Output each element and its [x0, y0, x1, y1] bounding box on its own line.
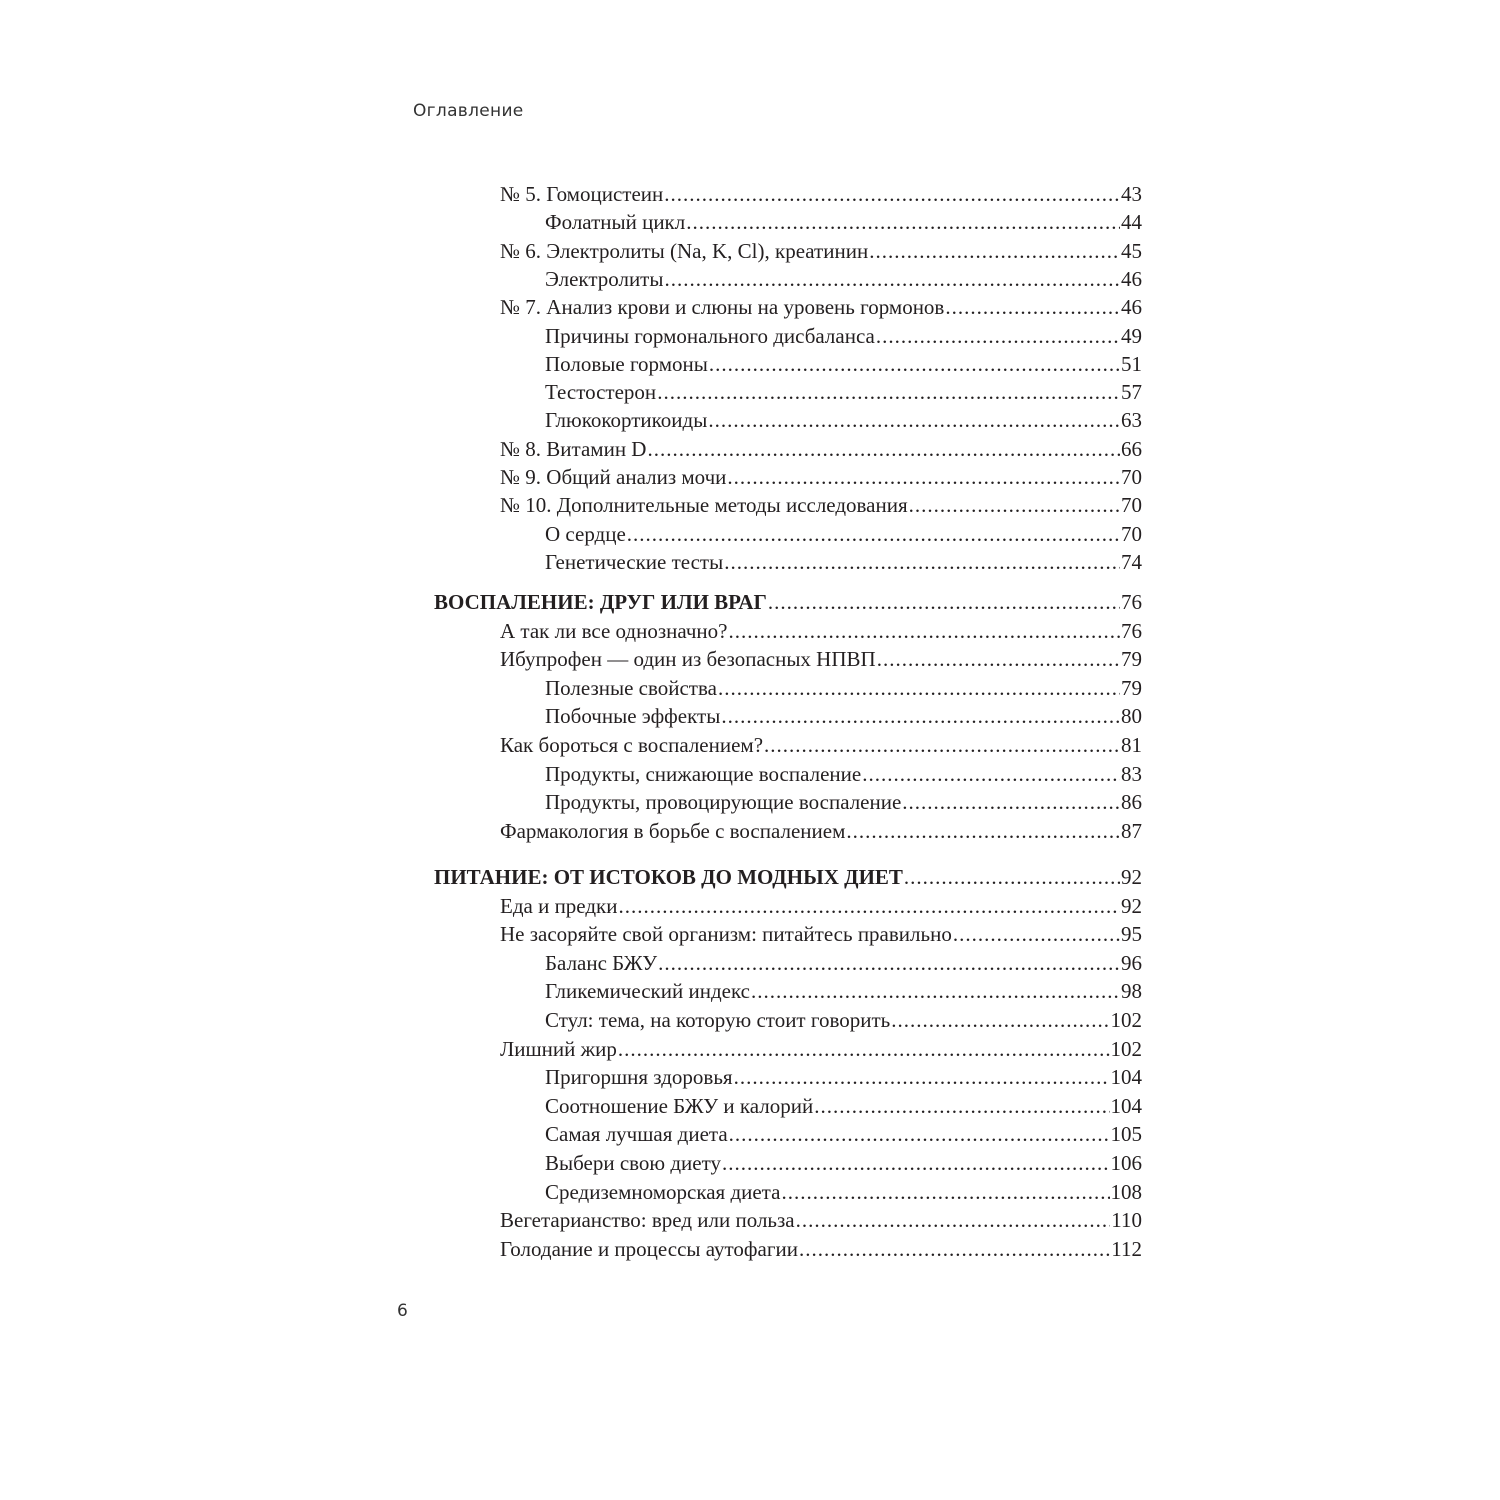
- page-number: 6: [397, 1301, 408, 1321]
- toc-entry-title: Побочные эффекты: [545, 704, 721, 729]
- toc-entry-page: 79: [1121, 647, 1142, 672]
- toc-dot-leader: [627, 520, 1120, 548]
- toc-entry-page: 43: [1121, 182, 1142, 206]
- toc-entry-page: 110: [1111, 1208, 1142, 1233]
- toc-entry-title: Глюкокортикоиды: [545, 408, 708, 433]
- toc-entry: [545, 378, 1142, 406]
- toc-entry-title: Гликемический индекс: [545, 979, 750, 1004]
- toc-entry-page: 70: [1121, 465, 1142, 489]
- toc-dot-leader: [658, 949, 1120, 977]
- toc-dot-leader: [686, 208, 1120, 236]
- toc-dot-leader: [722, 1149, 1109, 1177]
- toc-entry-page: 95: [1121, 922, 1142, 947]
- toc-entry-page: 45: [1121, 238, 1142, 263]
- toc-entry: [500, 293, 1142, 321]
- toc-entry: [500, 617, 1142, 645]
- toc-chapter-entry: [434, 588, 1142, 616]
- toc-entry-title: Тестостерон: [545, 380, 657, 405]
- toc-entry-title: № 9. Общий анализ мочи: [500, 465, 727, 489]
- toc-entry-page: 104: [1110, 1093, 1142, 1118]
- toc-dot-leader: [657, 378, 1120, 406]
- toc-entry: [545, 350, 1142, 378]
- toc-entry-title: № 7. Анализ крови и слюны на уровень гормонов: [500, 295, 945, 320]
- toc-entry: [545, 1006, 1142, 1034]
- toc-entry: [545, 322, 1142, 350]
- toc-entry-title: Средиземноморская диета: [545, 1179, 781, 1204]
- toc-dot-leader: [904, 863, 1120, 891]
- toc-entry-title: Выбери свою диету: [545, 1151, 722, 1175]
- toc-dot-leader: [902, 788, 1120, 816]
- toc-entry: [500, 920, 1142, 948]
- toc-dot-leader: [724, 548, 1120, 576]
- toc-entry-title: Продукты, провоцирующие воспаление: [545, 790, 902, 815]
- toc-dot-leader: [909, 491, 1120, 519]
- toc-entry: [545, 977, 1142, 1005]
- toc-entry-title: ВОСПАЛЕНИЕ: ДРУГ ИЛИ ВРАГ: [434, 590, 767, 614]
- toc-entry-page: 57: [1121, 380, 1142, 405]
- toc-entry-page: 92: [1121, 865, 1142, 889]
- toc-entry-title: Полезные свойства: [545, 675, 717, 700]
- toc-dot-leader: [734, 1063, 1110, 1091]
- toc-dot-leader: [869, 237, 1120, 265]
- toc-entry-title: Баланс БЖУ: [545, 950, 658, 975]
- toc-dot-leader: [718, 674, 1120, 702]
- toc-entry: [500, 1235, 1142, 1263]
- toc-entry: [500, 237, 1142, 265]
- toc-entry: [545, 1120, 1142, 1148]
- toc-entry-title: Пригоршня здоровья: [545, 1065, 733, 1090]
- toc-entry-page: 44: [1121, 210, 1142, 235]
- toc-entry-title: Еда и предки: [500, 893, 618, 918]
- toc-dot-leader: [877, 645, 1120, 673]
- toc-entry-page: 51: [1121, 351, 1142, 376]
- toc-dot-leader: [768, 588, 1120, 616]
- toc-entry: [545, 702, 1142, 730]
- toc-dot-leader: [729, 1120, 1110, 1148]
- toc-entry-title: Не засоряйте свой организм: питайтесь правильно: [500, 922, 952, 947]
- toc-entry: [500, 463, 1142, 491]
- toc-dot-leader: [764, 731, 1120, 759]
- toc-entry-page: 105: [1110, 1122, 1142, 1147]
- toc-entry-page: 108: [1110, 1179, 1142, 1204]
- toc-entry: [500, 1206, 1142, 1234]
- running-head: Оглавление: [413, 101, 524, 121]
- toc-entry-page: 102: [1110, 1008, 1142, 1032]
- toc-entry-page: 70: [1121, 493, 1142, 518]
- toc-dot-leader: [664, 180, 1120, 208]
- toc-entry-title: Электролиты: [545, 266, 664, 291]
- toc-entry: [500, 731, 1142, 759]
- toc-entry-page: 63: [1121, 408, 1142, 433]
- toc-chapter-entry: [434, 863, 1142, 891]
- toc-entry: [545, 1063, 1142, 1091]
- toc-dot-leader: [799, 1235, 1110, 1263]
- toc-entry-title: ПИТАНИЕ: ОТ ИСТОКОВ ДО МОДНЫХ ДИЕТ: [434, 865, 903, 889]
- toc-dot-leader: [618, 892, 1120, 920]
- toc-entry: [500, 491, 1142, 519]
- toc-entry-title: Как бороться с воспалением?: [500, 733, 764, 757]
- toc-entry-title: Продукты, снижающие воспаление: [545, 761, 862, 786]
- toc-entry-page: 81: [1121, 733, 1142, 757]
- toc-entry-title: Стул: тема, на которую стоит говорить: [545, 1008, 891, 1032]
- toc-entry-title: № 10. Дополнительные методы исследования: [500, 493, 908, 518]
- toc-entry-title: Причины гормонального дисбаланса: [545, 323, 875, 348]
- toc-entry: [545, 548, 1142, 576]
- toc-entry-page: 66: [1121, 436, 1142, 461]
- toc-dot-leader: [664, 265, 1120, 293]
- toc-entry: [500, 435, 1142, 463]
- toc-entry-page: 106: [1110, 1151, 1142, 1175]
- toc-entry-title: Генетические тесты: [545, 549, 724, 574]
- toc-entry-page: 70: [1121, 521, 1142, 546]
- toc-entry-title: Вегетарианство: вред или польза: [500, 1208, 795, 1233]
- toc-entry-title: Самая лучшая диета: [545, 1122, 728, 1147]
- toc-dot-leader: [876, 322, 1120, 350]
- toc-entry: [500, 892, 1142, 920]
- toc-entry-title: № 6. Электролиты (Na, K, Cl), креатинин: [500, 238, 869, 263]
- toc-dot-leader: [891, 1006, 1109, 1034]
- toc-dot-leader: [647, 435, 1120, 463]
- toc-entry-page: 79: [1121, 675, 1142, 700]
- toc-entry-page: 46: [1121, 295, 1142, 320]
- toc-entry-page: 98: [1121, 979, 1142, 1004]
- toc-entry: [500, 1035, 1142, 1063]
- toc-dot-leader: [945, 293, 1120, 321]
- toc-entry-page: 104: [1110, 1065, 1142, 1090]
- toc-entry-page: 80: [1121, 704, 1142, 729]
- toc-entry-page: 49: [1121, 323, 1142, 348]
- toc-dot-leader: [709, 350, 1120, 378]
- toc-entry-page: 74: [1121, 549, 1142, 574]
- toc-entry-title: Лишний жир: [500, 1036, 617, 1061]
- toc-entry-page: 83: [1121, 761, 1142, 786]
- toc-entry-title: № 5. Гомоцистеин: [500, 182, 664, 206]
- toc-entry: [545, 949, 1142, 977]
- toc-dot-leader: [814, 1092, 1109, 1120]
- toc-entry-title: Соотношение БЖУ и калорий: [545, 1093, 814, 1118]
- toc-entry-title: № 8. Витамин D: [500, 436, 647, 461]
- toc-entry-title: Ибупрофен — один из безопасных НПВП: [500, 647, 876, 672]
- toc-entry: [500, 645, 1142, 673]
- toc-entry: [545, 760, 1142, 788]
- toc-dot-leader: [862, 760, 1120, 788]
- toc-dot-leader: [727, 463, 1120, 491]
- toc-entry-title: Голодание и процессы аутофагии: [500, 1236, 798, 1261]
- toc-entry: [545, 674, 1142, 702]
- toc-dot-leader: [846, 817, 1120, 845]
- toc-entry: [545, 788, 1142, 816]
- toc-entry-page: 76: [1121, 590, 1142, 614]
- toc-dot-leader: [721, 702, 1120, 730]
- toc-entry-page: 86: [1121, 790, 1142, 815]
- toc-entry-title: Половые гормоны: [545, 351, 708, 376]
- toc-entry: [500, 180, 1142, 208]
- toc-entry-page: 112: [1111, 1236, 1142, 1261]
- toc-entry-title: Фолатный цикл: [545, 210, 686, 235]
- toc-entry: [545, 1178, 1142, 1206]
- toc-dot-leader: [781, 1178, 1109, 1206]
- toc-entry: [545, 265, 1142, 293]
- toc-entry-title: О сердце: [545, 521, 626, 546]
- toc-entry: [500, 817, 1142, 845]
- toc-entry: [545, 1149, 1142, 1177]
- toc-entry-page: 92: [1121, 893, 1142, 918]
- toc-entry: [545, 406, 1142, 434]
- toc-entry-title: Фармакология в борьбе с воспалением: [500, 818, 846, 843]
- toc-entry-title: А так ли все однозначно?: [500, 618, 728, 643]
- toc-entry: [545, 1092, 1142, 1120]
- toc-entry-page: 102: [1110, 1036, 1142, 1061]
- toc-dot-leader: [708, 406, 1120, 434]
- toc-dot-leader: [953, 920, 1120, 948]
- toc-dot-leader: [796, 1206, 1111, 1234]
- toc-entry-page: 76: [1121, 618, 1142, 643]
- toc-entry: [545, 208, 1142, 236]
- toc-dot-leader: [618, 1035, 1110, 1063]
- toc-entry: [545, 520, 1142, 548]
- toc-entry-page: 87: [1121, 818, 1142, 843]
- toc-entry-page: 46: [1121, 266, 1142, 291]
- toc-dot-leader: [728, 617, 1120, 645]
- toc-dot-leader: [751, 977, 1120, 1005]
- toc-entry-page: 96: [1121, 950, 1142, 975]
